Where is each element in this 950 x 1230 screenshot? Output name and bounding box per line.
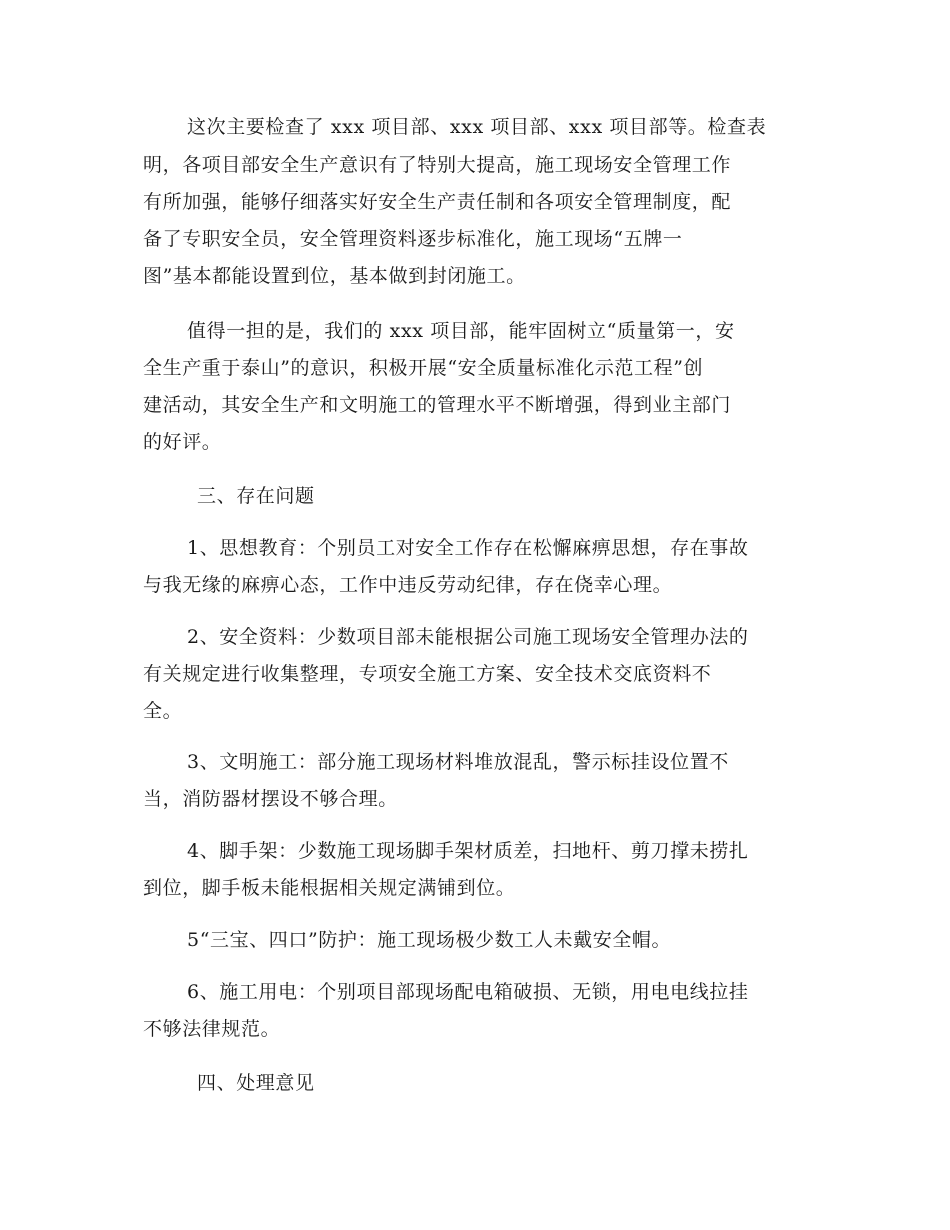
paragraph-1-line-2: 明，各项目部安全生产意识有了特别大提高，施工现场安全管理工作 bbox=[143, 154, 732, 176]
problem-2-line-3: 全。 bbox=[143, 700, 183, 722]
problem-2-line-2: 有关规定进行收集整理，专项安全施工方案、安全技术交底资料不 bbox=[143, 663, 712, 685]
paragraph-1-line-1: 这次主要检查了 xxx 项目部、xxx 项目部、xxx 项目部等。检查表 bbox=[187, 116, 767, 138]
paragraph-1-line-3: 有所加强，能够仔细落实好安全生产责任制和各项安全管理制度，配 bbox=[143, 191, 732, 213]
paragraph-2-line-3: 建活动，其安全生产和文明施工的管理水平不断增强，得到业主部门 bbox=[143, 394, 732, 416]
paragraph-2-line-4: 的好评。 bbox=[143, 431, 222, 453]
problem-6-line-2: 不够法律规范。 bbox=[143, 1018, 281, 1040]
problem-6-line-1: 6、施工用电：个别项目部现场配电箱破损、无锁，用电电线拉挂 bbox=[187, 981, 749, 1003]
paragraph-1-line-5: 图”基本都能设置到位，基本做到封闭施工。 bbox=[143, 265, 526, 287]
problem-5-line-1: 5“三宝、四口”防护：施工现场极少数工人未戴安全帽。 bbox=[187, 929, 672, 951]
problem-3-line-2: 当，消防器材摆设不够合理。 bbox=[143, 788, 398, 810]
problem-1-line-2: 与我无缘的麻痹心态，工作中违反劳动纪律，存在侥幸心理。 bbox=[143, 574, 673, 596]
section-heading-handling: 四、处理意见 bbox=[197, 1072, 315, 1094]
paragraph-2-line-1: 值得一担的是，我们的 xxx 项目部，能牢固树立“质量第一，安 bbox=[187, 320, 735, 342]
problem-2-line-1: 2、安全资料：少数项目部未能根据公司施工现场安全管理办法的 bbox=[187, 626, 749, 648]
paragraph-2-line-2: 全生产重于泰山”的意识，积极开展“安全质量标准化示范工程”创 bbox=[143, 357, 704, 379]
problem-4-line-1: 4、脚手架：少数施工现场脚手架材质差，扫地杆、剪刀撑未捞扎 bbox=[187, 840, 749, 862]
problem-4-line-2: 到位，脚手板未能根据相关规定满铺到位。 bbox=[143, 877, 516, 899]
section-heading-problems: 三、存在问题 bbox=[197, 485, 315, 507]
paragraph-1-line-4: 备了专职安全员，安全管理资料逐步标准化，施工现场“五牌一 bbox=[143, 228, 683, 250]
problem-3-line-1: 3、文明施工：部分施工现场材料堆放混乱，警示标挂设位置不 bbox=[187, 751, 729, 773]
problem-1-line-1: 1、思想教育：个别员工对安全工作存在松懈麻痹思想，存在事故 bbox=[187, 537, 749, 559]
